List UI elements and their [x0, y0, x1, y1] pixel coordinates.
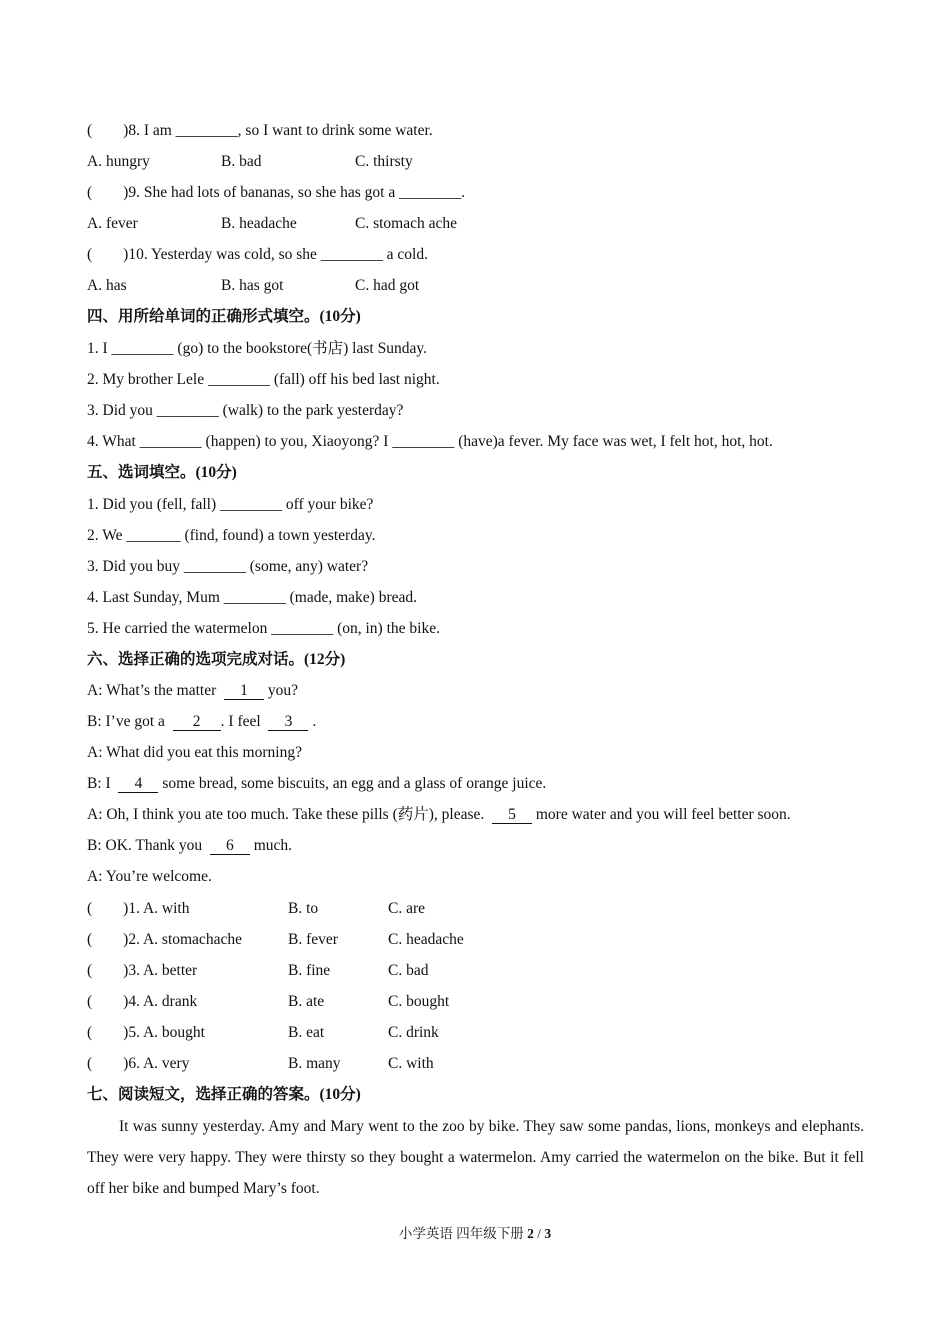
page-total: 3: [544, 1226, 552, 1241]
choice-6-option-c: C. with: [388, 1055, 434, 1072]
choice-2-option-c: C. headache: [388, 931, 464, 948]
choice-3-option-c: C. bad: [388, 962, 429, 979]
question-9-option-a: A. fever: [87, 215, 138, 232]
blank-6: 6: [210, 838, 250, 855]
blank-2: 2: [173, 714, 221, 731]
question-8-option-c: C. thirsty: [355, 153, 413, 170]
section-5-heading: 五、选词填空。(10分): [87, 464, 237, 481]
question-9-option-c: C. stomach ache: [355, 215, 458, 232]
section-4-item-2: 2. My brother Lele ________ (fall) off his bed last night.: [87, 371, 440, 388]
blank-4: 4: [118, 776, 158, 793]
dialogue-line-5: A: Oh, I think you ate too much. Take these pills (药片), please. 5 more water and you will feel better soon.: [87, 806, 791, 823]
dialogue-line-7: A: You’re welcome.: [87, 868, 212, 885]
question-8-option-b: B. bad: [221, 153, 262, 170]
section-4-item-3: 3. Did you ________ (walk) to the park yesterday?: [87, 402, 404, 419]
question-10-stem: ( )10. Yesterday was cold, so she ________ a cold.: [87, 246, 428, 263]
question-10-option-a: A. has: [87, 277, 127, 294]
choice-1-option-b: B. to: [288, 900, 319, 917]
page-footer: [0, 1225, 950, 1243]
section-7-heading: 七、阅读短文，选择正确的答案。(10分): [87, 1086, 361, 1103]
choice-6-option-b: B. many: [288, 1055, 341, 1072]
section-5-item-3: 3. Did you buy ________ (some, any) water?: [87, 558, 369, 575]
choice-1-stem: ( )1. A. with: [87, 900, 190, 917]
choice-4-stem: ( )4. A. drank: [87, 993, 198, 1010]
blank-5: 5: [492, 807, 532, 824]
section-5-item-1: 1. Did you (fell, fall) ________ off your bike?: [87, 496, 374, 513]
choice-3-option-b: B. fine: [288, 962, 331, 979]
section-6-heading: 六、选择正确的选项完成对话。(12分): [87, 651, 346, 668]
page-number: 2: [527, 1226, 534, 1241]
question-9-option-b: B. headache: [221, 215, 297, 232]
reading-passage: It was sunny yesterday. Amy and Mary went to the zoo by bike. They saw some pandas, lions, monkeys and elephants. They were very happy. They were thirsty so they bought a watermelon. Amy carried the watermelon on the bike. But it fell off her bike and bumped Mary’s foot.: [87, 1118, 864, 1197]
question-8-option-a: A. hungry: [87, 153, 150, 170]
choice-6-stem: ( )6. A. very: [87, 1055, 190, 1072]
footer-label: 小学英语 四年级下册: [398, 1226, 528, 1241]
section-5-item-4: 4. Last Sunday, Mum ________ (made, make) bread.: [87, 589, 418, 606]
page-separator: /: [533, 1226, 545, 1241]
choice-4-option-c: C. bought: [388, 993, 450, 1010]
choice-2-option-b: B. fever: [288, 931, 338, 948]
choice-2-stem: ( )2. A. stomachache: [87, 931, 242, 948]
dialogue-line-2: B: I’ve got a 2 . I feel 3 .: [87, 713, 317, 730]
choice-1-option-c: C. are: [388, 900, 426, 917]
choice-4-option-b: B. ate: [288, 993, 325, 1010]
section-4-item-1: 1. I ________ (go) to the bookstore(书店) last Sunday.: [87, 340, 427, 357]
dialogue-line-6: B: OK. Thank you 6 much.: [87, 837, 293, 854]
blank-1: 1: [224, 683, 264, 700]
question-9-stem: ( )9. She had lots of bananas, so she has got a ________.: [87, 184, 465, 201]
question-10-option-b: B. has got: [221, 277, 284, 294]
section-4-heading: 四、用所给单词的正确形式填空。(10分): [87, 308, 361, 325]
question-8-stem: ( )8. I am ________, so I want to drink some water.: [87, 122, 433, 139]
section-5-item-2: 2. We _______ (find, found) a town yesterday.: [87, 527, 376, 544]
choice-5-option-c: C. drink: [388, 1024, 439, 1041]
choice-3-stem: ( )3. A. better: [87, 962, 198, 979]
blank-3: 3: [268, 714, 308, 731]
question-10-option-c: C. had got: [355, 277, 420, 294]
choice-5-stem: ( )5. A. bought: [87, 1024, 205, 1041]
section-4-item-4: 4. What ________ (happen) to you, Xiaoyong? I ________ (have)a fever. My face was wet, I felt hot, hot, hot.: [87, 433, 773, 450]
dialogue-line-3: A: What did you eat this morning?: [87, 744, 302, 761]
section-5-item-5: 5. He carried the watermelon ________ (on, in) the bike.: [87, 620, 440, 637]
choice-5-option-b: B. eat: [288, 1024, 325, 1041]
dialogue-line-4: B: I 4 some bread, some biscuits, an egg and a glass of orange juice.: [87, 775, 547, 792]
dialogue-line-1: A: What’s the matter 1 you?: [87, 682, 299, 699]
